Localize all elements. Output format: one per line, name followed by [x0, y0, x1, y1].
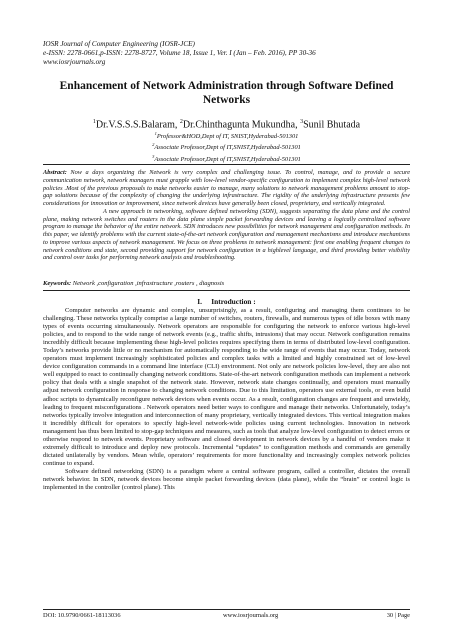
affiliation-text: Associate Professor,Dept of IT,SNIST,Hyderabad-501301 — [154, 144, 301, 152]
body-text — [43, 307, 410, 492]
affiliation-mark: 1 — [154, 131, 157, 136]
abstract-top-rule — [43, 164, 410, 165]
section-title: Introduction : — [211, 297, 256, 306]
abstract-paragraph — [43, 169, 410, 208]
affiliation — [40, 141, 413, 152]
journal-issn: e-ISSN: 2278-0661,p-ISSN: 2278-8727, Volume 18, Issue 1, Ver. I (Jan – Feb. 2016), PP 30-36 — [43, 49, 316, 57]
author-name: Dr.Chinthagunta Mukundha, — [182, 119, 301, 131]
affiliation-mark: 2 — [152, 142, 155, 148]
author-name: Sunil Bhutada — [303, 119, 361, 131]
affiliation-text: Associate Professor,Dept of IT,SNIST,Hyderabad-501301 — [154, 155, 301, 163]
abstract-text: Now a days organizing the Network is very complex and challenging issue. To control, manage, and to provide a secure communication network, network managers must grapple with low-level vendor-specific configuration to implement complex high-level network policies .Most of the previous proposals to make networks easier to manage, many solutions to network management problems amount to stop-gap solutions because of the complexity of changing the underlying infrastructure. The rigidity of the underlying infrastructure presents few considerations for innovation or improvement, since network devices have generally been closed, proprietary, and vertically integrated. — [43, 169, 410, 207]
affiliation-list — [40, 130, 413, 164]
journal-name: IOSR Journal of Computer Engineering (IOSR-JCE) — [43, 40, 195, 48]
abstract-paragraph: A new approach in networking, software defined networking (SDN), suggests separating the data plane and the control plane, making network switches and routers in the data plane simple packet forwarding devices and leaving a logically centralized software program to manage the behavior of the entire network. SDN introduces new possibilities for network management and configuration methods. In this paper, we identify problems with the current state-of-the-art network configuration and management mechanisms and introduce mechanisms to improve various aspects of network management. We focus on three problems in network management: first one enabling frequent changes to network conditions and state, second providing support for network configuration in a highlevel language, and third providing better visibility and control over tasks for performing network analysis and troubleshooting. — [43, 207, 410, 262]
affiliation-mark: 3 — [152, 153, 155, 159]
footer-page-number: 30 | Page — [386, 612, 410, 619]
affiliation-text: Professor&HOD,Dept of IT, SNIST,Hyderabad-501301 — [156, 133, 299, 141]
keywords-label: Keywords: — [43, 280, 72, 287]
keywords — [43, 280, 410, 288]
journal-website: www.iosrjournals.org — [43, 58, 106, 66]
body-paragraph: Software defined networking (SDN) is a paradigm where a central software program, called a controller, dictates the overall network behavior. In SDN, network devices become simple packet forwarding devices (data plane), while the “brain” or control logic is implemented in the controller (control plane). This — [43, 467, 410, 492]
section-number: I. — [197, 297, 203, 306]
author-name: Dr.V.S.S.S.Balaram, — [95, 119, 180, 131]
author-mark: 2 — [179, 119, 183, 125]
section-heading — [43, 297, 410, 306]
author-mark: 3 — [300, 119, 304, 125]
abstract-label: Abstract: — [43, 169, 67, 176]
footer-doi: DOI: 10.9790/0661-18113036 — [43, 612, 121, 619]
abstract — [43, 169, 410, 262]
abstract-bottom-rule — [43, 290, 410, 291]
affiliation — [40, 153, 413, 164]
footer-website: www.iosrjournals.org — [223, 612, 279, 619]
affiliation — [40, 130, 413, 141]
body-paragraph: Computer networks are dynamic and complex, unsurprisingly, as a result, configuring and managing them continues to be challenging. These networks typically comprise a large number of switches, routers, firewalls, and numerous types of idle boxes with many types of events occurring simultaneously. Network operators are responsible for configuring the network to enforce various high-level policies, and to respond to the wide range of network events (e.g., traffic shifts, intrusions) that may occur. Network configuration remains incredibly difficult because implementing these high-level policies requires specifying them in terms of distributed low-level configuration. Today’s networks provide little or no mechanism for automatically responding to the wide range of events that may occur. Today, network operators must implement increasingly sophisticated policies and complex tasks with a limited and highly constrained set of low-level device configuration commands in a command line interface (CLI) environment. Not only are network policies low-level, they are also not well equipped to react to continually changing network conditions. State-of-the-art network configuration methods can implement a network policy that deals with a single snapshot of the network state. However, network state changes continually, and operators must manually adjust network configuration in response to changing network conditions. Due to this limitation, operators use external tools, or even build adhoc scripts to dynamically reconfigure network devices when events occur. As a result, configuration changes are frequent and unwieldy, leading to frequent misconfigurations . Network operators need better ways to configure and manage their networks. Unfortunately, today’s networks typically involve integration and interconnection of many proprietary, vertically integrated devices. This vertical integration makes it incredibly difficult for operators to specify high-level network-wide policies using current technologies. Innovation in network management has thus been limited to stop-gap techniques and measures, such as tools that analyze low-level configuration to detect errors or otherwise respond to network events. Proprietary software and closed development in network devices by a handful of vendors make it extremely difficult to introduce and deploy new protocols. Incremental “updates” to configuration methods and commands are generally dictated unilaterally by vendors. Mean while, operators’ requirements for more functionality and increasingly complex network policies continue to expand. — [43, 307, 410, 467]
keywords-text: Network ,configuration ,infrastructure ,routers , diagnosis — [71, 280, 225, 287]
paper-title: Enhancement of Network Administration through Software Defined Networks — [59, 80, 394, 106]
journal-header — [43, 40, 423, 67]
author-mark: 1 — [92, 119, 96, 125]
footer-rule — [43, 609, 410, 610]
